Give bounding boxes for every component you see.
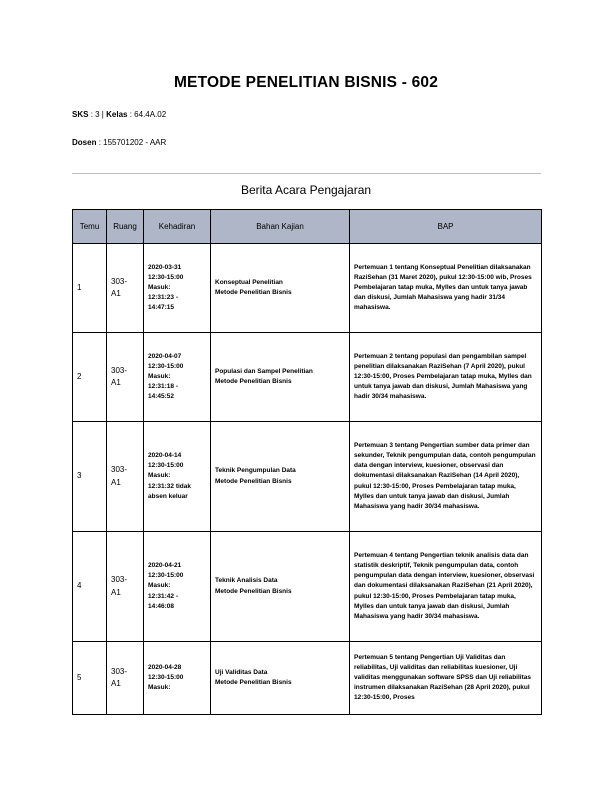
bap-cell: Pertemuan 4 tentang Pengertian teknik analisis data dan statistik deskriptif, Teknik pengumpulan data, contoh pengumpulan data dengan interview, kuesioner, observasi dan dokumentasi dilaksanakan RaziSehan (21 April 2020), pukul 12:30-15:00, Proses Pembelajaran tatap muka, Mylles dan untuk tanya jawab dan diskusi, Jumlah Mahasiswa yang hadir 30/34 mahasiswa. — [350, 532, 542, 642]
temu-cell: 4 — [73, 532, 107, 642]
dosen-value: : 155701202 - AAR — [98, 138, 167, 147]
kehadiran-cell: 2020-04-21 12:30-15:00 Masuk: 12:31:42 - 14:46:08 — [144, 532, 211, 642]
bahan-kajian-cell: Populasi dan Sampel Penelitian Metode Penelitian Bisnis — [211, 333, 350, 422]
temu-cell: 5 — [73, 642, 107, 715]
temu-cell: 1 — [73, 244, 107, 333]
header-kehadiran: Kehadiran — [144, 210, 211, 244]
kehadiran-cell: 2020-04-07 12:30-15:00 Masuk: 12:31:18 - 14:45:52 — [144, 333, 211, 422]
dosen-label: Dosen — [72, 138, 97, 147]
header-bap: BAP — [350, 210, 542, 244]
bap-cell: Pertemuan 1 tentang Konseptual Penelitian dilaksanakan RaziSehan (31 Maret 2020), pukul 12:30-15:00 wib, Proses Pembelajaran tatap muka, Mylles dan untuk tanya jawab dan diskusi, Jumlah Mahasiswa yang hadir 31/34 mahasiswa. — [350, 244, 542, 333]
ruang-cell: 303- A1 — [107, 532, 144, 642]
course-meta — [72, 110, 166, 119]
ruang-cell: 303- A1 — [107, 244, 144, 333]
temu-cell: 2 — [73, 333, 107, 422]
bahan-kajian-cell: Teknik Analisis Data Metode Penelitian Bisnis — [211, 532, 350, 642]
section-title: Berita Acara Pengajaran — [240, 183, 372, 197]
ruang-cell: 303- A1 — [107, 642, 144, 715]
sks-value: : 3 | — [90, 110, 104, 119]
header-ruang: Ruang — [107, 210, 144, 244]
kehadiran-cell: 2020-03-31 12:30-15:00 Masuk: 12:31:23 - 14:47:15 — [144, 244, 211, 333]
bahan-kajian-cell: Teknik Pengumpulan Data Metode Penelitian Bisnis — [211, 422, 350, 532]
bahan-kajian-cell: Uji Validitas Data Metode Penelitian Bisnis — [211, 642, 350, 715]
teaching-report-table — [72, 209, 542, 715]
document-title: METODE PENELITIAN BISNIS - 602 — [173, 74, 439, 91]
sks-label: SKS — [72, 110, 89, 119]
kehadiran-cell: 2020-04-14 12:30-15:00 Masuk: 12:31:32 tidak absen keluar — [144, 422, 211, 532]
table-row — [73, 642, 542, 715]
table-row — [73, 422, 542, 532]
kehadiran-cell: 2020-04-28 12:30-15:00 Masuk: — [144, 642, 211, 715]
table-row — [73, 244, 542, 333]
ruang-cell: 303- A1 — [107, 422, 144, 532]
header-bahan-kajian: Bahan Kajian — [211, 210, 350, 244]
header-temu: Temu — [73, 210, 107, 244]
bap-cell: Pertemuan 5 tentang Pengertian Uji Validitas dan reliabilitas, Uji validitas dan reliabilitas kuesioner, Uji validitas menggunakan software SPSS dan Uji reliabilitas instrumen dilaksanakan RaziSehan (28 April 2020), pukul 12:30-15:00, Proses — [350, 642, 542, 715]
bahan-kajian-cell: Konseptual Penelitian Metode Penelitian Bisnis — [211, 244, 350, 333]
table-row — [73, 333, 542, 422]
bap-cell: Pertemuan 3 tentang Pengertian sumber data primer dan sekunder, Teknik pengumpulan data, contoh pengumpulan data dengan interview, kuesioner, observasi dan dokumentasi dilaksanakan RaziSehan (14 April 2020), pukul 12:30-15:00, Proses Pembelajaran tatap muka, Mylles dan untuk tanya jawab dan diskusi, Jumlah Mahasiswa yang hadir 30/34 mahasiswa. — [350, 422, 542, 532]
kelas-label: Kelas — [106, 110, 128, 119]
divider — [72, 173, 541, 174]
bap-cell: Pertemuan 2 tentang populasi dan pengambilan sampel penelitian dilaksanakan RaziSehan (7 April 2020), pukul 12:30-15:00, Proses Pembelajaran tatap muka, Mylles dan untuk tanya jawab dan diskusi, Jumlah Mahasiswa yang hadir 30/34 mahasiswa. — [350, 333, 542, 422]
lecturer-meta — [72, 138, 166, 147]
table-header-row — [73, 210, 542, 244]
ruang-cell: 303- A1 — [107, 333, 144, 422]
kelas-value: : 64.4A.02 — [129, 110, 167, 119]
table-row — [73, 532, 542, 642]
temu-cell: 3 — [73, 422, 107, 532]
